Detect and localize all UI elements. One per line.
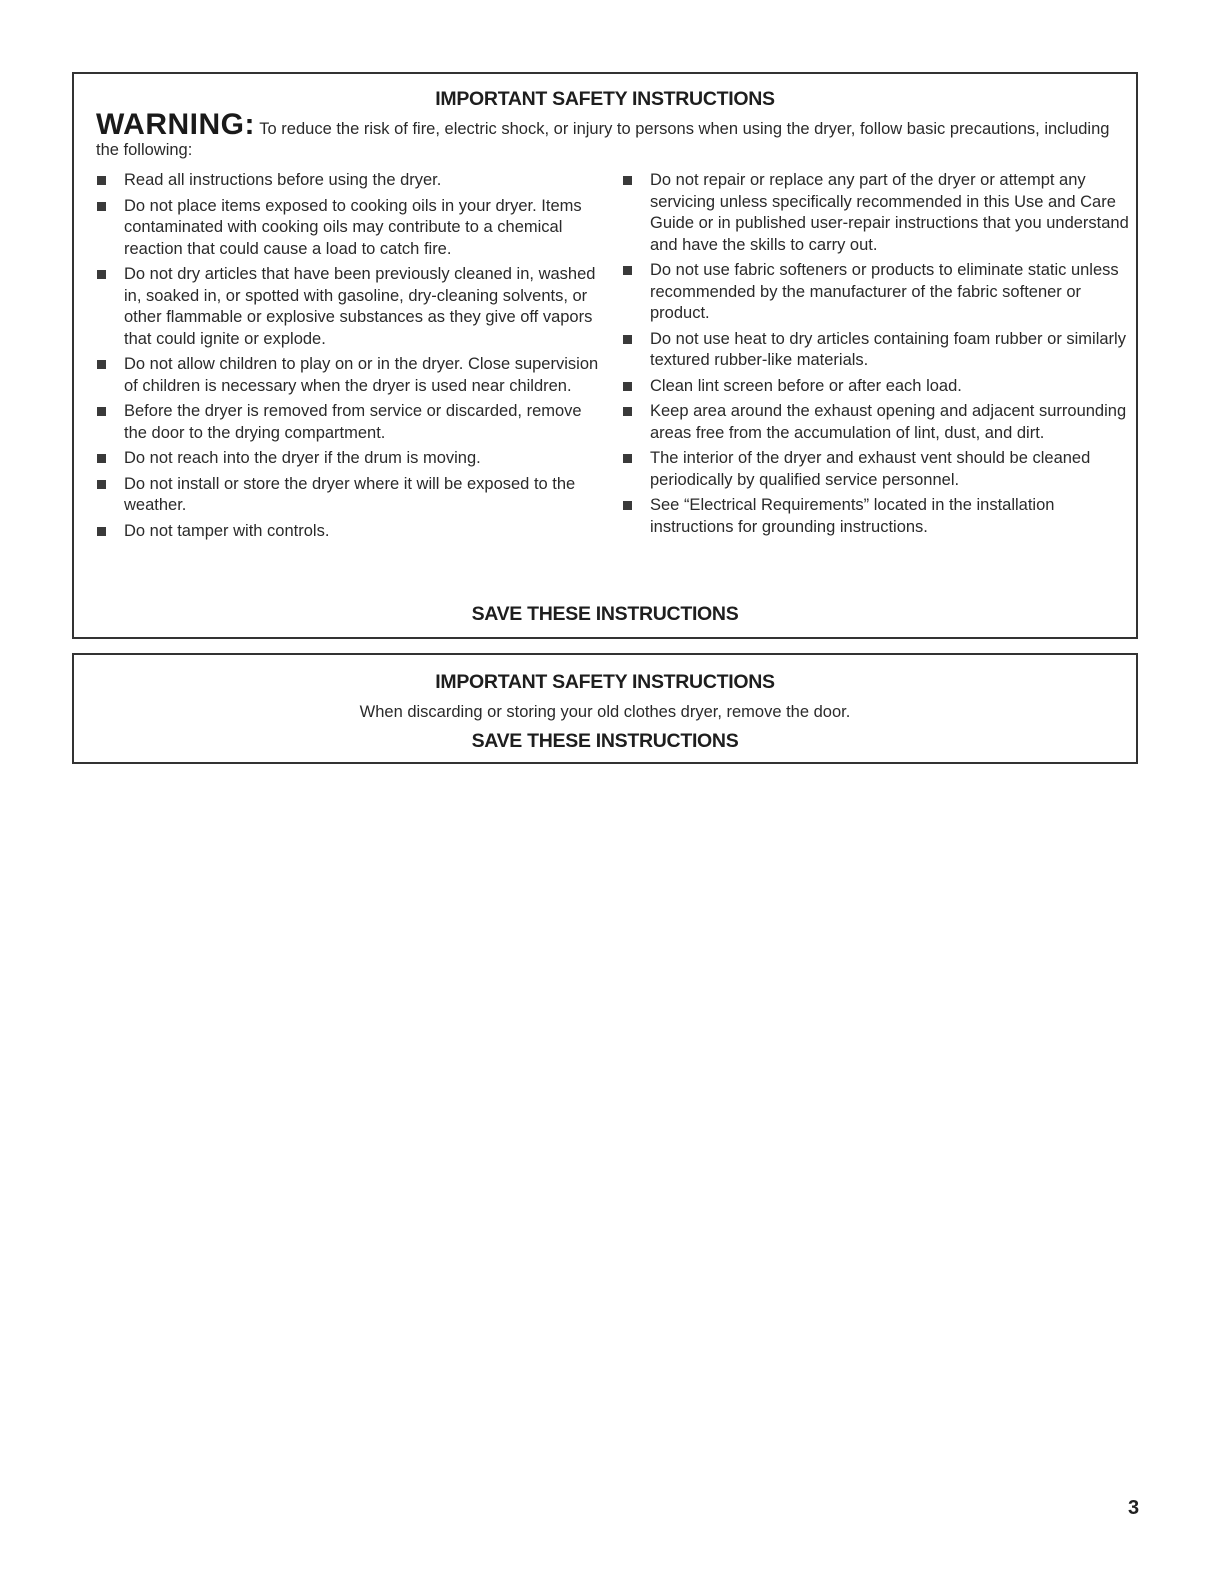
save-instructions-footer: SAVE THESE INSTRUCTIONS [471,730,739,752]
list-item-text: Keep area around the exhaust opening and adjacent surrounding areas free from the accumulation of lint, dust, and dirt. [650,402,1127,442]
list-item [97,196,607,261]
list-item [97,474,607,517]
list-item [623,495,1129,538]
square-bullet-icon [623,407,632,416]
list-item [623,376,1129,398]
important-safety-heading: IMPORTANT SAFETY INSTRUCTIONS [435,88,775,110]
square-bullet-icon [97,176,106,185]
list-item-text: Do not use fabric softeners or products to eliminate static unless recommended by the manufacturer of the fabric softener or product. [650,261,1119,322]
list-item [623,170,1129,256]
warning-statement [96,110,1126,161]
list-item [623,401,1129,444]
left-instructions-list [97,170,607,546]
square-bullet-icon [97,202,106,211]
important-safety-heading: IMPORTANT SAFETY INSTRUCTIONS [435,671,775,693]
square-bullet-icon [97,407,106,416]
square-bullet-icon [97,527,106,536]
list-item [97,448,607,470]
square-bullet-icon [623,454,632,463]
square-bullet-icon [623,266,632,275]
list-item-text: Do not place items exposed to cooking oils in your dryer. Items contaminated with cooking oils may contribute to a chemical reaction that could cause a load to catch fire. [124,196,582,258]
square-bullet-icon [97,360,106,369]
list-item-text: Do not install or store the dryer where it will be exposed to the weather. [124,474,576,514]
square-bullet-icon [623,176,632,185]
square-bullet-icon [97,270,106,279]
list-item-text: Do not tamper with controls. [124,521,330,540]
list-item [97,264,607,350]
list-item-text: Clean lint screen before or after each load. [650,376,962,395]
list-item [623,260,1129,325]
list-item-text: The interior of the dryer and exhaust vent should be cleaned periodically by qualified service personnel. [650,449,1091,489]
save-instructions-footer: SAVE THESE INSTRUCTIONS [471,603,739,625]
list-item [97,521,607,543]
list-item-text: Do not repair or replace any part of the dryer or attempt any servicing unless specifically recommended in this Use and Care Guide or in published user-repair instructions that you understand and have the skills to carry out. [650,171,1129,254]
list-item-text: Do not allow children to play on or in the dryer. Close supervision of children is necessary when the dryer is used near children. [124,355,599,395]
list-item [623,448,1129,491]
square-bullet-icon [97,480,106,489]
list-item-text: Do not use heat to dry articles containing foam rubber or similarly textured rubber-like materials. [650,329,1126,369]
page-number: 3 [1128,1497,1140,1519]
list-item [623,329,1129,372]
list-item-text: See “Electrical Requirements” located in the installation instructions for grounding instructions. [650,496,1055,536]
list-item [97,354,607,397]
square-bullet-icon [623,501,632,510]
list-item-text: Do not dry articles that have been previously cleaned in, washed in, soaked in, or spotted with gasoline, dry-cleaning solvents, or other flammable or explosive substances as they give off vapors that could ignite or explode. [124,265,596,348]
list-item [97,170,607,192]
right-instructions-list [623,170,1129,542]
warning-label: WARNING: [96,108,255,141]
list-item-text: Do not reach into the dryer if the drum is moving. [124,449,481,467]
safety-instructions-box [72,72,1138,639]
list-item [97,401,607,444]
warning-text: To reduce the risk of fire, electric shock, or injury to persons when using the dryer, follow basic precautions, including the following: [96,120,1110,159]
list-item-text: Read all instructions before using the dryer. [124,171,442,189]
square-bullet-icon [623,335,632,344]
list-item-text: Before the dryer is removed from service or discarded, remove the door to the drying compartment. [124,402,582,442]
square-bullet-icon [623,382,632,391]
square-bullet-icon [97,454,106,463]
disposal-instructions-box [72,653,1138,764]
disposal-note: When discarding or storing your old clothes dryer, remove the door. [359,703,851,721]
